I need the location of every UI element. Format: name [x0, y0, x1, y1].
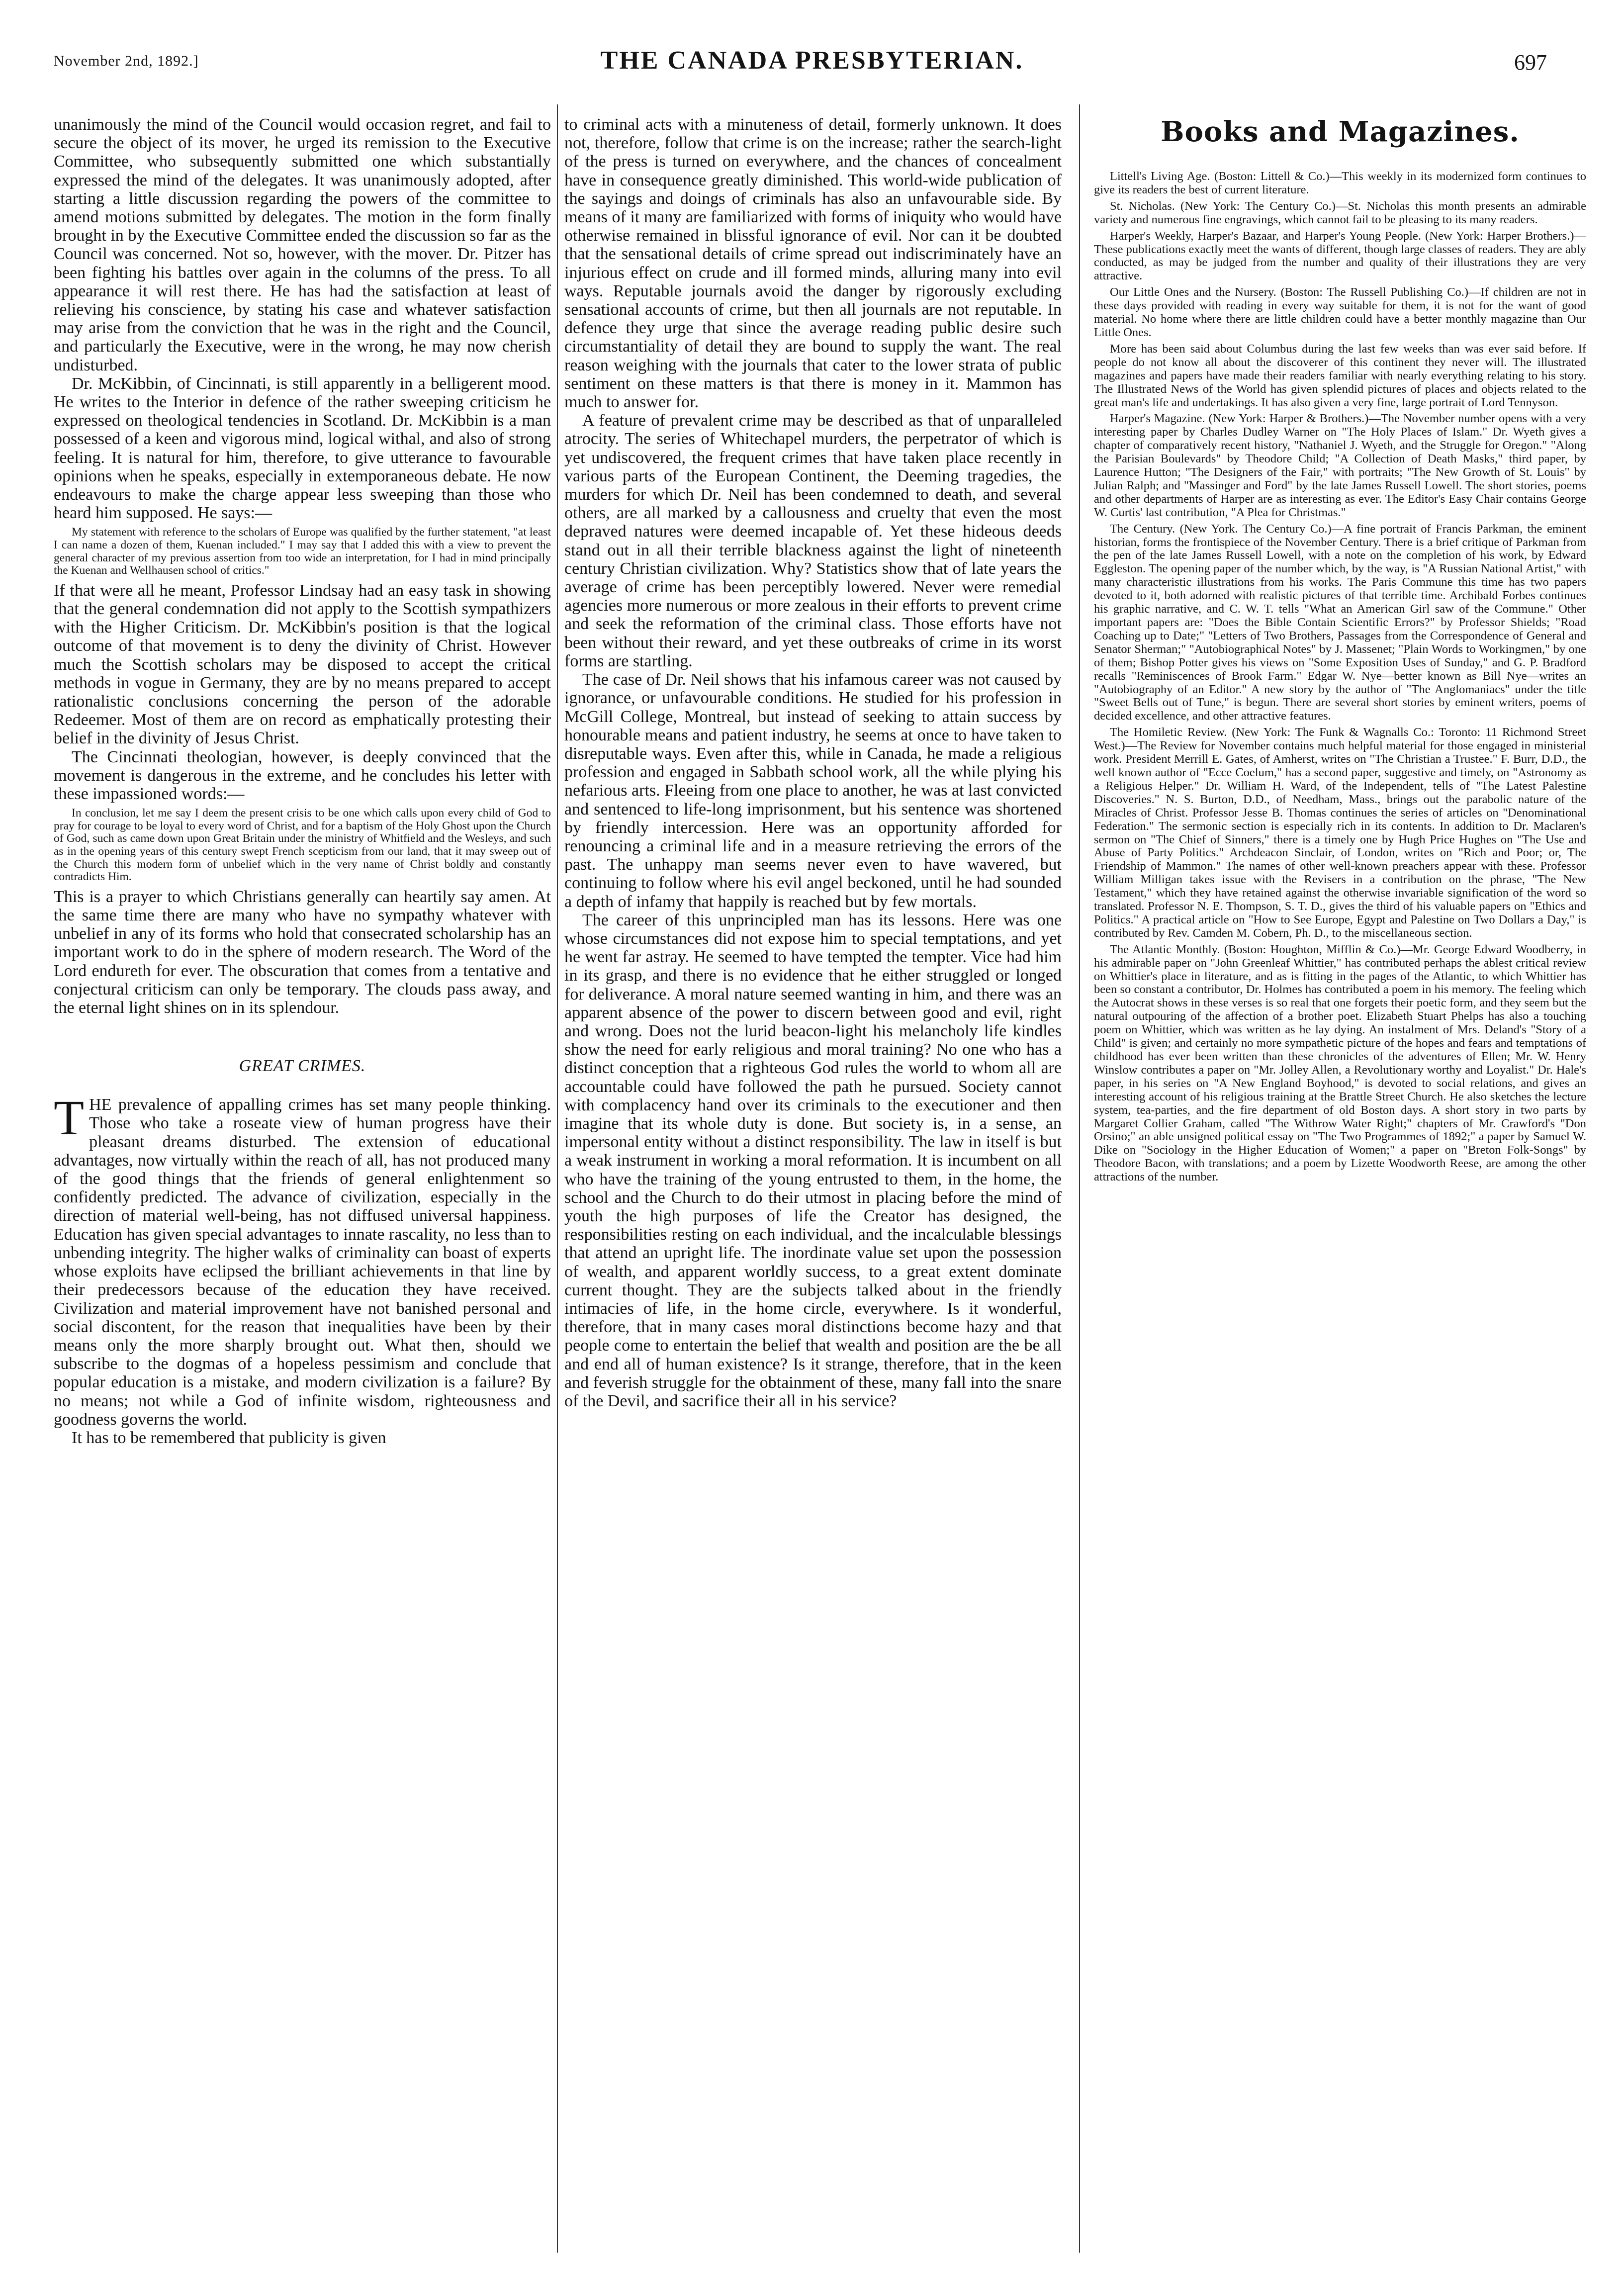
article-paragraph: unanimously the mind of the Council would occasion regret, and fail to secure the object of its mover, he urged its remission to the Executive Committee, who subsequently submitted one which substantially expressed the mind of the delegates. It was unanimously adopted, after starting a little discussion regarding the powers of the committee to amend motions submitted by delegates. The motion in the form finally brought in by the Executive Committee ended the discussion so far as the Council was concerned. Not so, however, with the mover. Dr. Pitzer has been fighting his battles over again in the columns of the press. To all appearance it will rest there. He has had the satisfaction at least of relieving his conscience, by stating his case and whatever satisfaction may arise from the conviction that he was in the right and the Council, and particularly the Executive, were in the wrong, he may now cherish undisturbed.: [54, 115, 551, 374]
newspaper-title: THE CANADA PRESBYTERIAN.: [600, 46, 1024, 75]
book-review-entry: The Homiletic Review. (New York: The Funk & Wagnalls Co.: Toronto: 11 Richmond Street West.)—The Review for November contains much helpful material for those engaged in ministerial work. President Merrill E. Gates, of Amherst, writes on "The Christian a Trustee." F. Burr, D.D., the well known author of "Ecce Coelum," has a second paper, suggestive and timely, on "Astronomy as a Religious Helper." Dr. William H. Ward, of the Independent, tells of "The Latest Palestine Discoveries." N. S. Burton, D.D., of Needham, Mass., brings out the parabolic nature of the Miracles of Christ. Professor Jesse B. Thomas continues the series of articles on "Denominational Federation." The sermonic section is especially rich in its contents. In addition to Dr. Maclaren's sermon on "The Chief of Sinners," there is a timely one by Hugh Price Hughes on "The Use and Abuse of Party Politics." Archdeacon Sinclair, of London, writes on "Rich and Poor; or, The Friendship of Mammon." The names of other well-known preachers appear with these. Professor William Milligan takes issue with the Revisers in a contribution on the phrase, "The New Testament," which they have retained against the otherwise invariable signification of the word so translated. Professor N. E. Thompson, S. T. D., gives the third of his valuable papers on "Ethics and Politics." A practical article on "How to See Europe, Egypt and Palestine on Two Dollars a Day," is contributed by Rev. Camden M. Cobern, Ph. D., to the miscellaneous section.: [1094, 726, 1586, 940]
article-paragraph: The Cincinnati theologian, however, is deeply convinced that the movement is dangerous in the extreme, and he concludes his letter with these impassioned words:—: [54, 747, 551, 804]
article-paragraph: The career of this unprincipled man has its lessons. Here was one whose circumstances did not expose him to special temptations, and yet he went far astray. He seemed to have tempted the tempter. Vice had him in its grasp, and there is no evidence that he either struggled or longed for deliverance. A moral nature seemed wanting in him, and there was an apparent absence of the power to discern between good and evil, right and wrong. Does not the lurid beacon-light his melancholy life kindles show the need for early religious and moral training? No one who has a distinct conception that a righteous God rules the world to whom all are accountable could have followed the path he pursued. Society cannot with complacency hand over its criminals to the executioner and then imagine that its whole duty is done. But society is, in a sense, an impersonal entity without a distinct responsibility. The law in itself is but a weak instrument in working a moral reformation. It is incumbent on all who have the training of the young entrusted to them, in the home, the school and the Church to do their utmost in placing before the mind of youth the high purposes of life the Creator has designed, the responsibilities resting on each individual, and the incalculable blessings that attend an upright life. The inordinate value set upon the possession of wealth, and apparent worldly success, to a great extent dominate current thought. They are the subjects talked about in the friendly intimacies of life, in the home circle, everywhere. Is it wonderful, therefore, that in many cases moral distinctions become hazy and that people come to entertain the belief that wealth and position are the be all and end all of human existence? Is it strange, therefore, that in the keen and feverish struggle for the obtainment of these, many fall into the snare of the Devil, and sacrifice their all in his service?: [564, 910, 1062, 1411]
column-divider: [1079, 104, 1080, 2253]
block-quote: In conclusion, let me say I deem the present crisis to be one which calls upon every child of God to pray for courage to be loyal to every word of Christ, and for a baptism of the Holy Ghost upon the Church of God, such as came down upon Great Britain under the ministry of Whitfield and the Wesleys, and such as in the opening years of this century swept French scepticism from our land, that it may sweep out of the Church this modern form of unbelief which in the very name of Christ boldly and constantly contradicts Him.: [54, 807, 551, 884]
block-quote: My statement with reference to the scholars of Europe was qualified by the further statement, "at least I can name a dozen of them, Kuenan included." I may say that I added this with a view to prevent the general character of my previous assertion from too wide an interpretation, for I had in mind principally the Kuenan and Wellhausen school of critics.": [54, 526, 551, 577]
article-paragraph: It has to be remembered that publicity is given: [72, 1428, 386, 1447]
masthead: [0, 0, 1624, 82]
article-paragraph: If that were all he meant, Professor Lindsay had an easy task in showing that the general condemnation did not apply to the Scottish sympathizers with the Higher Criticism. Dr. McKibbin's position is that the logical outcome of that movement is to deny the divinity of Christ. However much the Scottish scholars may be disposed to accept the critical methods in vogue in Germany, they are by no means prepared to accept rationalistic conclusions concerning the person of the adorable Redeemer. Most of them are on record as emphatically protesting their belief in the divinity of Jesus Christ.: [54, 581, 551, 748]
book-review-entry: Harper's Magazine. (New York: Harper & Brothers.)—The November number opens with a very interesting paper by Charles Dudley Warner on "The Holy Places of Islam." Dr. Wyeth gives a chapter of comparatively recent history, "Nathaniel J. Wyeth, and the Struggle for Oregon." "Along the Parisian Boulevards" by Theodore Child; "A Collection of Death Masks," third paper, by Laurence Hutton; "The Designers of the Fair," with portraits; "The New Growth of St. Louis" by Julian Ralph; and "Massinger and Ford" by the late James Russell Lowell. The short stories, poems and other departments of Harper are as interesting as ever. The Editor's Easy Chair contains George W. Curtis' last contribution, "A Plea for Christmas.": [1094, 412, 1586, 519]
section-heading: GREAT CRIMES.: [239, 1057, 366, 1076]
book-review-entry: More has been said about Columbus during the last few weeks than was ever said before. If people do not know all about the discoverer of this continent they never will. The illustrated magazines and papers have made their readers familiar with nearly everything relating to his story. The Illustrated News of the World has given splendid pictures of places and objects related to the great man's life and undertakings. It has also given a very fine, large portrait of Lord Tennyson.: [1094, 342, 1586, 409]
column-left: [54, 115, 551, 2259]
book-review-entry: Harper's Weekly, Harper's Bazaar, and Harper's Young People. (New York: Harper Brothers.)—These publications exactly meet the wants of different, though large classes of readers. They are ably conducted, as may be judged from the number and quality of their illustrations they are very attractive.: [1094, 229, 1586, 283]
article-paragraph: This is a prayer to which Christians generally can heartily say amen. At the same time there are many who have no sympathy whatever with unbelief in any of its forms who hold that consecrated scholarship has an important work to do in the sphere of modern research. The Word of the Lord endureth for ever. The obscuration that comes from a tentative and conjectural criticism can only be temporary. The clouds pass away, and the eternal light shines on in its splendour.: [54, 887, 551, 1017]
book-review-entry: Littell's Living Age. (Boston: Littell & Co.)—This weekly in its modernized form continues to give its readers the best of current literature.: [1094, 170, 1586, 196]
books-section-title: Books and Magazines.: [1161, 115, 1520, 148]
book-review-entry: St. Nicholas. (New York: The Century Co.)—St. Nicholas this month presents an admirable variety and numerous fine engravings, which cannot fail to be pleasing to its many readers.: [1094, 199, 1586, 226]
article-paragraph: to criminal acts with a minuteness of detail, formerly unknown. It does not, therefore, follow that crime is on the increase; rather the search-light of the press is turned on everywhere, and the chances of concealment have in consequence greatly diminished. This world-wide publication of the sayings and doings of criminals has also an unfavourable side. By means of it many are familiarized with forms of iniquity who would have otherwise remained in blissful ignorance of evil. Nor can it be doubted that the sensational details of crime spread out indiscriminately have an injurious effect on crude and ill formed minds, alluring many into evil ways. Reputable journals avoid the danger by rigorously excluding sensational accounts of crime, but then all journals are not reputable. In defence they urge that since the average reading public desire such circumstantiality of detail they are bound to supply the want. The real reason weighing with the journals that cater to the lower strata of public sentiment on these matters is that there is money in it. Mammon has much to answer for.: [564, 115, 1062, 412]
book-review-entry: The Atlantic Monthly. (Boston: Houghton, Mifflin & Co.)—Mr. George Edward Woodberry, in his admirable paper on "John Greenleaf Whittier," has contributed perhaps the ablest critical review on Whittier's place in literature, and as is fitting in the pages of the Atlantic, to which Whittier has been so constant a contributor, Dr. Holmes has contributed a poem in his memory. The feeling which the Autocrat shows in these verses is so real that one forgets their poetic form, and they seem but the natural outpouring of the affection of a brother poet. Elizabeth Stuart Phelps has also a touching poem on Whittier, which was written as he lay dying. An instalment of Mrs. Deland's "Story of a Child" is given; and certainly no more sympathetic picture of the hopes and fears and temptations of childhood has ever been written than these chronicles of the adventures of Ellen; Mr. W. Henry Winslow contributes a paper on "Mr. Jolley Allen, a Revolutionary worthy and Loyalist." Dr. Hale's paper, in his series on "A New England Boyhood," is devoted to social relations, and gives an interesting account of his religious training at the Brattle Street Church. He also sketches the lecture system, tea-parties, and the fire department of old Boston days. A short story in two parts by Margaret Collier Graham, called "The Withrow Water Right;" chapters of Mr. Crawford's "Don Orsino;" an able unsigned political essay on "The Two Programmes of 1892;" a paper by Samuel W. Dike on "Sociology in the Higher Education of Women;" a paper on "Breton Folk-Songs" by Theodore Bacon, with translations; and a poem by Lizette Woodworth Reese, are among the other attractions of the number.: [1094, 942, 1586, 1184]
dropcap-paragraph-text: HE prevalence of appalling crimes has set many people thinking. Those who take a roseate view of human progress have their pleasant dreams disturbed. The extension of educational advantages, now virtually within the reach of all, has not produced many of the good things that the friends of general enlightenment so confidently predicted. The advance of civilization, especially in the direction of material well-being, has not diffused universal happiness. Education has given special advantages to innate rascality, no less than to unbending integrity. The higher walks of criminality can boast of experts whose exploits have eclipsed the brilliant achievements in that line by their predecessors because of the education they have received. Civilization and material improvement have not banished personal and social discontent, for the reason that inequalities have been by their means only the more sharply brought out. What then, should we subscribe to the dogmas of a hopeless pessimism and conclude that popular education is a mistake, and modern civilization is a failure? By no means; not while a God of infinite wisdom, righteousness and goodness governs the world.: [54, 1095, 551, 1429]
page-number: 697: [1514, 50, 1547, 75]
article-paragraph: Dr. McKibbin, of Cincinnati, is still apparently in a belligerent mood. He writes to the Interior in defence of the rather sweeping criticism he expressed on theological tendencies in Scotland. Dr. McKibbin is a man possessed of a keen and vigorous mind, logical withal, and also of strong feeling. It is natural for him, therefore, to give utterance to favourable opinions when he speaks, especially in extemporaneous debate. He now endeavours to make the charge appear less sweeping than those who heard him supposed. He says:—: [54, 374, 551, 523]
article-paragraph: The case of Dr. Neil shows that his infamous career was not caused by ignorance, or unfavourable conditions. He studied for his profession in McGill College, Montreal, but instead of seeking to attain success by honourable means and patient industry, he seems at once to have taken to disreputable ways. Even after this, while in Canada, he made a religious profession and engaged in Sabbath school work, all the while plying his nefarious arts. Fleeing from one place to another, he was at last convicted and sentenced to life-long imprisonment, but his sentence was shortened by friendly intercession. Here was an opportunity afforded for renouncing a criminal life and in a measure retrieving the errors of the past. The unhappy man seems never even to have wavered, but continuing to follow where his evil angel beckoned, until he had sounded a depth of infamy that happily is reached but by few mortals.: [564, 670, 1062, 911]
article-paragraph: [54, 1090, 551, 1429]
article-paragraph: A feature of prevalent crime may be described as that of unparalleled atrocity. The series of Whitechapel murders, the perpetrator of which is yet undiscovered, the frequent crimes that have taken place recently in various parts of the European Continent, the Deeming tragedies, the murders for which Dr. Neil has been condemned to death, and several others, are all marked by a callousness and cruelty that even the most depraved natures were deemed incapable of. Yet these hideous deeds stand out in all their terrible blackness against the light of nineteenth century Christian civilization. Why? Statistics show that of late years the average of crime has been perceptibly lowered. Never were remedial agencies more numerous or more zealous in their efforts to prevent crime and seek the reformation of the criminal class. Those efforts have not been without their reward, and yet these outbreaks of crime in its worst forms are startling.: [564, 411, 1062, 670]
book-review-entry: The Century. (New York. The Century Co.)—A fine portrait of Francis Parkman, the eminent historian, forms the frontispiece of the November Century. There is a brief critique of Parkman from the pen of the late James Russell Lowell, with a note on the completion of his work, by Edward Eggleston. The opening paper of the number which, by the way, is "A Russian National Artist," with many characteristic illustrations from his works. The Paris Commune this time has two papers devoted to it, both adorned with realistic pictures of that terrible time. Archibald Forbes continues his graphic narrative, and C. W. T. tells "What an American Girl saw of the Commune." Other important papers are: "Does the Bible Contain Scientific Errors?" by Professor Shields; "Road Coaching up to Date;" "Letters of Two Brothers, Passages from the Correspondence of General and Senator Sherman;" "Autobiographical Notes" by J. Massenet; "Plain Words to Workingmen," by one of them; Bishop Potter gives his views on "Some Exposition Uses of Sunday," and G. P. Bradford recalls "Reminiscences of Brook Farm." Edgar W. Nye—better known as Bill Nye—writes an "Autobiography of an Editor." A new story by the author of "The Anglomaniacs" under the title "Sweet Bells out of Tune," is begun. There are several short stories by eminent writers, poems of decided excellence, and other attractive features.: [1094, 522, 1586, 723]
book-review-entry: Our Little Ones and the Nursery. (Boston: The Russell Publishing Co.)—If children are not in these days provided with reading in every way suitable for them, it is not for the want of good material. No home where there are little children could have a better monthly magazine than Our Little Ones.: [1094, 285, 1586, 339]
issue-date: November 2nd, 1892.]: [54, 53, 199, 69]
column-middle: [564, 115, 1062, 2259]
column-divider: [557, 104, 558, 2253]
drop-cap: T: [54, 1090, 85, 1146]
column-right: [1094, 115, 1586, 2259]
